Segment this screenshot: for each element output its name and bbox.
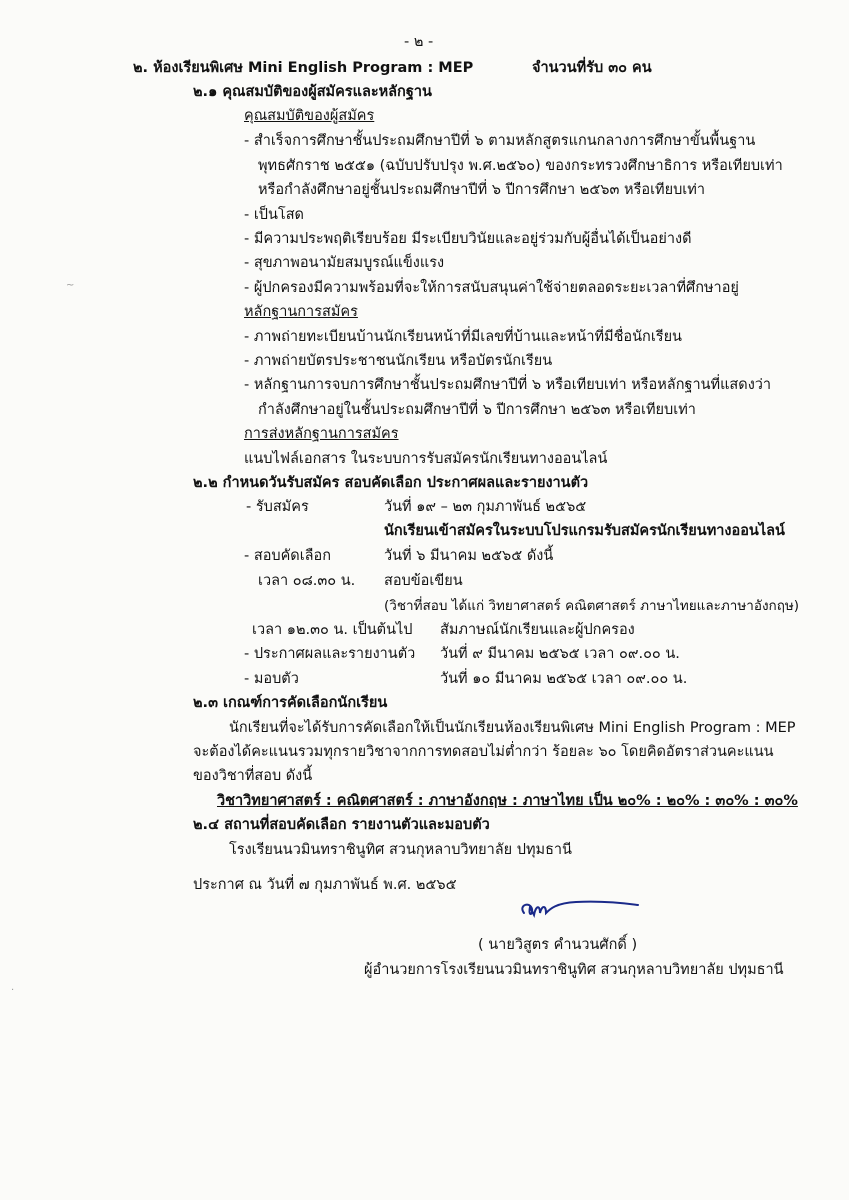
evidence-heading: หลักฐานการสมัคร	[244, 304, 358, 320]
signer-name: ( นายวิสูตร คำนวนศักดิ์ )	[478, 937, 638, 953]
qualification-item: - เป็นโสด	[244, 207, 304, 223]
schedule-desc: สัมภาษณ์นักเรียนและผู้ปกครอง	[440, 622, 635, 638]
section-2-title: ๒. ห้องเรียนพิเศษ Mini English Program : MEP	[133, 60, 474, 76]
schedule-label: - ประกาศผลและรายงานตัว	[244, 646, 416, 662]
evidence-item: - ภาพถ่ายบัตรประชาชนนักเรียน หรือบัตรนักเรียน	[244, 353, 553, 369]
submission-heading: การส่งหลักฐานการสมัคร	[244, 426, 399, 442]
section-2-3-title: ๒.๓ เกณฑ์การคัดเลือกนักเรียน	[193, 695, 388, 711]
qualification-item-cont: พุทธศักราช ๒๕๕๑ (ฉบับปรับปรุง พ.ศ.๒๕๖๐) ของกระทรวงศึกษาธิการ หรือเทียบเท่า	[258, 158, 783, 174]
schedule-label: - สอบคัดเลือก	[244, 548, 332, 564]
scan-mark: ·	[11, 985, 15, 996]
announcement-date: ประกาศ ณ วันที่ ๗ กุมภาพันธ์ พ.ศ. ๒๕๖๕	[193, 877, 457, 893]
qualification-item: - มีความประพฤติเรียบร้อย มีระเบียบวินัยและอยู่ร่วมกับผู้อื่นได้เป็นอย่างดี	[244, 231, 692, 247]
schedule-note: นักเรียนเข้าสมัครในระบบโปรแกรมรับสมัครนักเรียนทางออนไลน์	[384, 523, 785, 539]
schedule-desc: สอบข้อเขียน	[384, 573, 463, 589]
submission-text: แนบไฟล์เอกสาร ในระบบการรับสมัครนักเรียนทางออนไลน์	[244, 451, 608, 467]
schedule-date: วันที่ ๑๐ มีนาคม ๒๕๖๕ เวลา ๐๙.๐๐ น.	[440, 671, 688, 687]
score-ratio: วิชาวิทยาศาสตร์ : คณิตศาสตร์ : ภาษาอังกฤษ : ภาษาไทย เป็น ๒๐% : ๒๐% : ๓๐% : ๓๐%	[217, 793, 798, 809]
criteria-line: ของวิชาที่สอบ ดังนี้	[193, 768, 313, 784]
section-2-2-title: ๒.๒ กำหนดวันรับสมัคร สอบคัดเลือก ประกาศผลและรายงานตัว	[193, 475, 589, 491]
criteria-line: นักเรียนที่จะได้รับการคัดเลือกให้เป็นนักเรียนห้องเรียนพิเศษ Mini English Program : MEP	[229, 720, 796, 736]
schedule-time: เวลา ๑๒.๓๐ น. เป็นต้นไป	[252, 622, 413, 638]
criteria-line: จะต้องได้คะแนนรวมทุกรายวิชาจากการทดสอบไม่ต่ำกว่า ร้อยละ ๖๐ โดยคิดอัตราส่วนคะแนน	[193, 744, 774, 760]
schedule-date: วันที่ ๑๙ – ๒๓ กุมภาพันธ์ ๒๕๖๕	[384, 499, 587, 515]
quota: จำนวนที่รับ ๓๐ คน	[532, 60, 652, 76]
exam-place: โรงเรียนนวมินทราชินูทิศ สวนกุหลาบวิทยาลัย ปทุมธานี	[229, 842, 572, 858]
schedule-label: - มอบตัว	[244, 671, 299, 687]
schedule-date: วันที่ ๖ มีนาคม ๒๕๖๕ ดังนี้	[384, 548, 554, 564]
section-2-1-title: ๒.๑ คุณสมบัติของผู้สมัครและหลักฐาน	[193, 84, 432, 100]
qualification-item: - สำเร็จการศึกษาชั้นประถมศึกษาปีที่ ๖ ตามหลักสูตรแกนกลางการศึกษาขั้นพื้นฐาน	[244, 133, 756, 149]
section-2-4-title: ๒.๔ สถานที่สอบคัดเลือก รายงานตัวและมอบตัว	[193, 817, 490, 833]
exam-subjects: (วิชาที่สอบ ได้แก่ วิทยาศาสตร์ คณิตศาสตร์ ภาษาไทยและภาษาอังกฤษ)	[384, 598, 800, 614]
scan-mark: ~	[66, 280, 75, 291]
schedule-time: เวลา ๐๘.๓๐ น.	[258, 573, 356, 589]
qualification-heading: คุณสมบัติของผู้สมัคร	[244, 108, 375, 124]
evidence-item: - หลักฐานการจบการศึกษาชั้นประถมศึกษาปีที่ ๖ หรือเทียบเท่า หรือหลักฐานที่แสดงว่า	[244, 377, 772, 393]
signature	[516, 893, 641, 923]
evidence-item-cont: กำลังศึกษาอยู่ในชั้นประถมศึกษาปีที่ ๖ ปีการศึกษา ๒๕๖๓ หรือเทียบเท่า	[258, 402, 696, 418]
signer-position: ผู้อำนวยการโรงเรียนนวมินทราชินูทิศ สวนกุหลาบวิทยาลัย ปทุมธานี	[364, 962, 784, 978]
qualification-item-cont: หรือกำลังศึกษาอยู่ชั้นประถมศึกษาปีที่ ๖ ปีการศึกษา ๒๕๖๓ หรือเทียบเท่า	[258, 182, 705, 198]
evidence-item: - ภาพถ่ายทะเบียนบ้านนักเรียนหน้าที่มีเลขที่บ้านและหน้าที่มีชื่อนักเรียน	[244, 329, 682, 345]
qualification-item: - ผู้ปกครองมีความพร้อมที่จะให้การสนับสนุนค่าใช้จ่ายตลอดระยะเวลาที่ศึกษาอยู่	[244, 280, 739, 296]
schedule-date: วันที่ ๙ มีนาคม ๒๕๖๕ เวลา ๐๙.๐๐ น.	[440, 646, 680, 662]
qualification-item: - สุขภาพอนามัยสมบูรณ์แข็งแรง	[244, 255, 445, 271]
schedule-label: - รับสมัคร	[246, 499, 309, 515]
page-number: - ๒ -	[404, 34, 434, 50]
